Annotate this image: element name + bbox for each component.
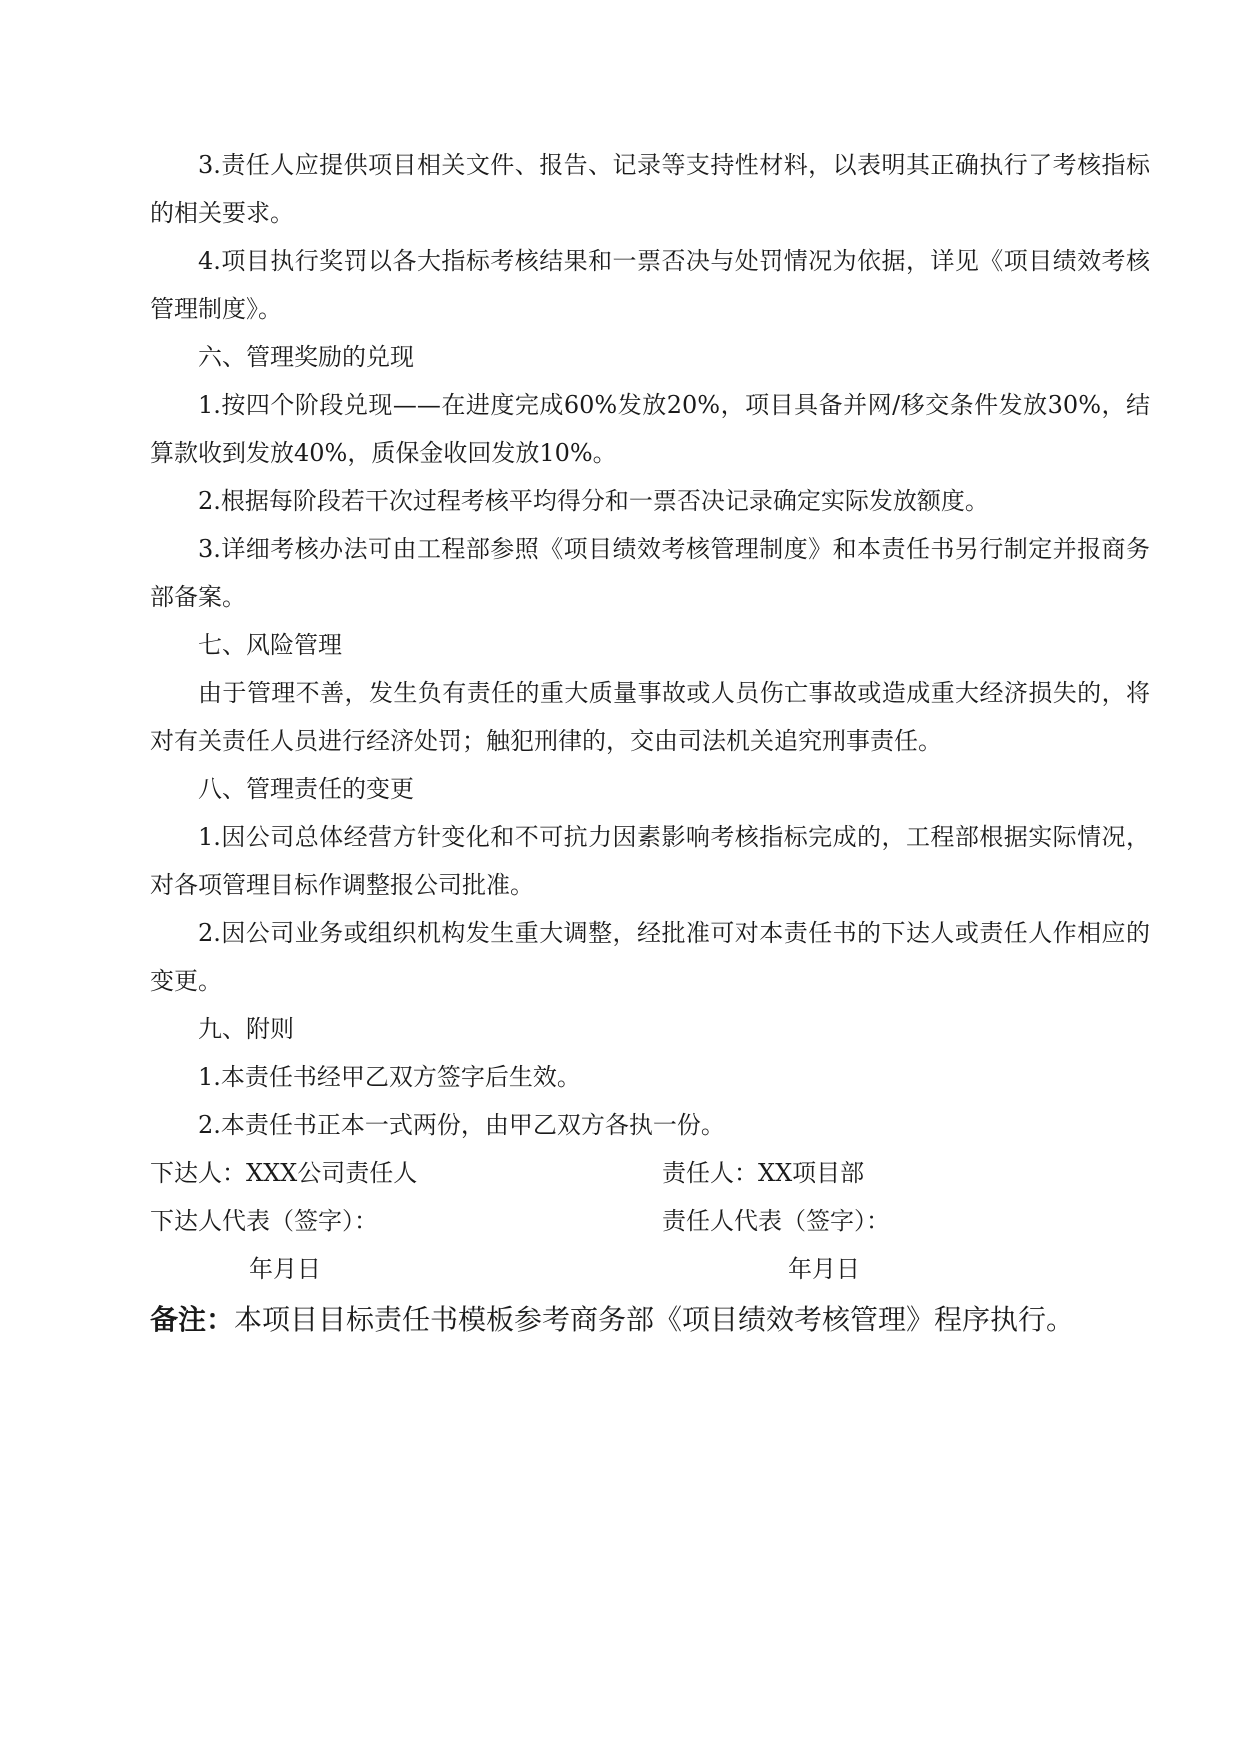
- responsible-representative-signature: 责任人代表（签字）：: [662, 1207, 890, 1235]
- section-8-item-2: 2.因公司业务或组织机构发生重大调整，经批准可对本责任书的下达人或责任人作相应的变更。: [150, 919, 1150, 995]
- section-9-item-1: 1.本责任书经甲乙双方签字后生效。: [198, 1063, 581, 1091]
- signature-date-row: [150, 1245, 1150, 1293]
- paragraph-4-rewards-penalties: 4.项目执行奖罚以各大指标考核结果和一票否决与处罚情况为依据，详见《项目绩效考核管理制度》。: [150, 247, 1150, 323]
- section-6-item-2: 2.根据每阶段若干次过程考核平均得分和一票否决记录确定实际发放额度。: [198, 487, 989, 515]
- section-8-heading: 八、管理责任的变更: [198, 775, 414, 803]
- section-7-heading: 七、风险管理: [198, 631, 342, 659]
- paragraph-3-supporting-materials: 3.责任人应提供项目相关文件、报告、记录等支持性材料，以表明其正确执行了考核指标的相关要求。: [150, 151, 1150, 227]
- section-6-item-1: 1.按四个阶段兑现——在进度完成60%发放20%，项目具备并网/移交条件发放30%，结算款收到发放40%，质保金收回发放10%。: [150, 391, 1150, 467]
- responsible-date: 年月日: [788, 1255, 860, 1283]
- responsible-label: 责任人：XX项目部: [662, 1159, 865, 1187]
- document-page: [150, 141, 1150, 1347]
- issuer-label: 下达人：XXX公司责任人: [150, 1159, 418, 1187]
- section-9-item-2: 2.本责任书正本一式两份，由甲乙双方各执一份。: [198, 1111, 725, 1139]
- section-6-item-3: 3.详细考核办法可由工程部参照《项目绩效考核管理制度》和本责任书另行制定并报商务部备案。: [150, 535, 1150, 611]
- issuer-date: 年月日: [249, 1255, 321, 1283]
- issuer-representative-signature: 下达人代表（签字）：: [150, 1207, 378, 1235]
- section-7-item-1: 由于管理不善，发生负有责任的重大质量事故或人员伤亡事故或造成重大经济损失的，将对有关责任人员进行经济处罚；触犯刑律的，交由司法机关追究刑事责任。: [150, 679, 1150, 755]
- section-9-heading: 九、附则: [198, 1015, 294, 1043]
- section-6-heading: 六、管理奖励的兑现: [198, 343, 414, 371]
- signature-parties-row: [150, 1149, 1150, 1197]
- signature-representatives-row: [150, 1197, 1150, 1245]
- remark-label: 备注：: [150, 1303, 235, 1336]
- section-8-item-1: 1.因公司总体经营方针变化和不可抗力因素影响考核指标完成的，工程部根据实际情况，对各项管理目标作调整报公司批准。: [150, 823, 1150, 899]
- remark-text: 本项目目标责任书模板参考商务部《项目绩效考核管理》程序执行。: [234, 1303, 1075, 1336]
- remark-note: [150, 1293, 1150, 1347]
